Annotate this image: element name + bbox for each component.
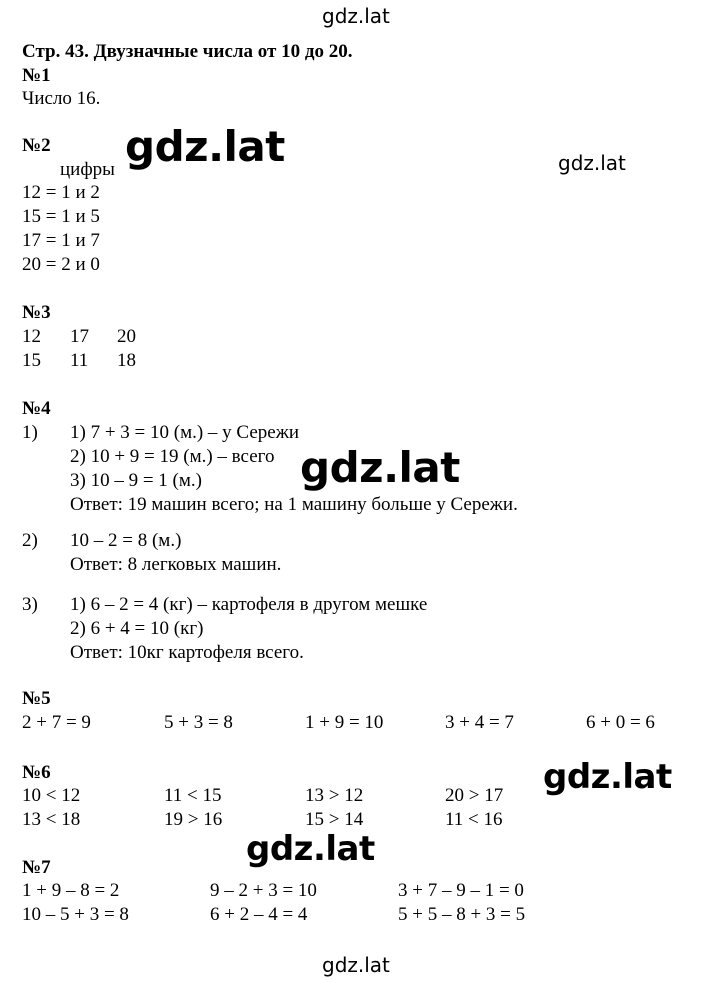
task-4-part-2-number: 2) [22, 530, 38, 551]
task-3-cell: 15 [22, 350, 41, 371]
task-3-label: №3 [22, 302, 51, 323]
task-4-part-3-line: 1) 6 – 2 = 4 (кг) – картофеля в другом мешке [70, 594, 428, 615]
task-3-cell: 12 [22, 326, 41, 347]
task-2-caption: цифры [60, 159, 115, 180]
task-3-cell: 11 [70, 350, 89, 371]
watermark-top: gdz.lat [322, 4, 390, 28]
task-4-label: №4 [22, 398, 51, 419]
task-4-part-2-answer: Ответ: 8 легковых машин. [70, 554, 282, 575]
task-5-item: 2 + 7 = 9 [22, 712, 91, 733]
watermark-large-4: gdz.lat [246, 829, 375, 869]
task-6-item: 10 < 12 [22, 785, 81, 806]
task-5-item: 3 + 4 = 7 [445, 712, 514, 733]
task-6-item: 13 < 18 [22, 809, 81, 830]
task-3-cell: 18 [117, 350, 136, 371]
task-7-item: 3 + 7 – 9 – 1 = 0 [398, 880, 524, 901]
task-7-label: №7 [22, 857, 51, 878]
task-2-line: 20 = 2 и 0 [22, 254, 100, 275]
watermark-large-2: gdz.lat [300, 443, 460, 492]
task-6-item: 15 > 14 [305, 809, 364, 830]
task-7-item: 6 + 2 – 4 = 4 [210, 904, 308, 925]
watermark-bottom: gdz.lat [322, 953, 390, 977]
task-1-answer: Число 16. [22, 88, 101, 109]
task-4-part-3-answer: Ответ: 10кг картофеля всего. [70, 642, 304, 663]
task-7-item: 1 + 9 – 8 = 2 [22, 880, 120, 901]
task-7-item: 9 – 2 + 3 = 10 [210, 880, 317, 901]
task-6-label: №6 [22, 762, 51, 783]
watermark-large-3: gdz.lat [543, 757, 672, 797]
watermark-large-1: gdz.lat [125, 122, 285, 171]
task-5-item: 6 + 0 = 6 [586, 712, 655, 733]
task-1-label: №1 [22, 65, 51, 86]
task-4-part-1-line: 1) 7 + 3 = 10 (м.) – у Сережи [70, 422, 300, 443]
task-4-part-3-number: 3) [22, 594, 38, 615]
task-2-line: 17 = 1 и 7 [22, 230, 100, 251]
task-4-part-3-line: 2) 6 + 4 = 10 (кг) [70, 618, 204, 639]
task-5-item: 1 + 9 = 10 [305, 712, 384, 733]
task-2-line: 12 = 1 и 2 [22, 182, 100, 203]
task-4-part-1-answer: Ответ: 19 машин всего; на 1 машину больше у Сережи. [70, 494, 518, 515]
task-6-item: 20 > 17 [445, 785, 504, 806]
task-6-item: 11 < 16 [445, 809, 503, 830]
watermark-right: gdz.lat [558, 151, 626, 175]
task-6-item: 13 > 12 [305, 785, 364, 806]
task-3-cell: 17 [70, 326, 89, 347]
task-4-part-1-line: 3) 10 – 9 = 1 (м.) [70, 470, 202, 491]
task-5-label: №5 [22, 688, 51, 709]
task-4-part-1-number: 1) [22, 422, 38, 443]
task-6-item: 19 > 16 [164, 809, 223, 830]
task-7-item: 5 + 5 – 8 + 3 = 5 [398, 904, 526, 925]
task-7-item: 10 – 5 + 3 = 8 [22, 904, 129, 925]
task-4-part-2-line: 10 – 2 = 8 (м.) [70, 530, 182, 551]
task-2-label: №2 [22, 135, 51, 156]
task-4-part-1-line: 2) 10 + 9 = 19 (м.) – всего [70, 446, 275, 467]
task-5-item: 5 + 3 = 8 [164, 712, 233, 733]
task-3-cell: 20 [117, 326, 136, 347]
page-title: Стр. 43. Двузначные числа от 10 до 20. [22, 41, 353, 62]
task-6-item: 11 < 15 [164, 785, 222, 806]
task-2-line: 15 = 1 и 5 [22, 206, 100, 227]
